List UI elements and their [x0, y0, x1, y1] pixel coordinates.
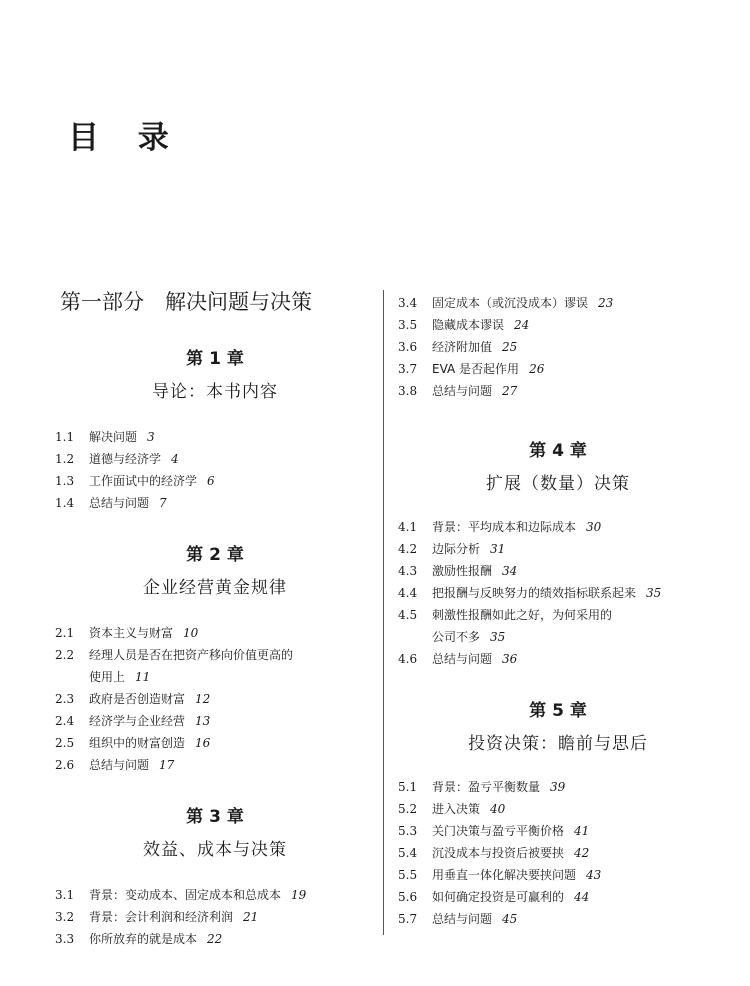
chapter-title: 企业经营黄金规律 — [143, 578, 287, 598]
page-number: 36 — [502, 652, 518, 666]
toc-left-column — [55, 280, 375, 950]
column-divider — [383, 290, 384, 935]
page-number: 44 — [574, 890, 590, 904]
section-title: 用垂直一体化解决要挟问题 43 — [432, 868, 602, 882]
page-number: 7 — [159, 496, 167, 510]
toc-entry[interactable] — [55, 906, 375, 928]
section-number: 3.8 — [398, 384, 418, 398]
chapter-2-heading — [55, 540, 375, 598]
section-number: 3.5 — [398, 318, 418, 332]
section-number: 5.5 — [398, 868, 418, 882]
chapter-3-entries-right — [398, 292, 718, 402]
part-title: 第一部分 解决问题与决策 — [60, 290, 312, 314]
section-number: 5.1 — [398, 780, 418, 794]
toc-entry[interactable] — [398, 314, 718, 336]
section-title: 把报酬与反映努力的绩效指标联系起来 35 — [432, 586, 662, 600]
toc-entry[interactable] — [55, 732, 375, 754]
chapter-4-entries — [398, 516, 718, 670]
page-title: 目 录 — [68, 120, 183, 156]
toc-entry[interactable] — [55, 426, 375, 448]
section-title: 关门决策与盈亏平衡价格 41 — [432, 824, 590, 838]
toc-entry[interactable] — [398, 798, 718, 820]
toc-entry[interactable] — [55, 928, 375, 950]
section-title: 总结与问题 36 — [432, 652, 518, 666]
toc-entry[interactable] — [398, 582, 718, 604]
page-number: 16 — [195, 736, 211, 750]
section-number: 2.1 — [55, 626, 75, 640]
toc-entry[interactable] — [55, 448, 375, 470]
section-number: 3.6 — [398, 340, 418, 354]
section-number: 3.3 — [55, 932, 75, 946]
section-title: 道德与经济学 4 — [89, 452, 179, 466]
chapter-3-heading — [55, 802, 375, 860]
section-number: 4.2 — [398, 542, 418, 556]
section-number: 2.3 — [55, 692, 75, 706]
section-number: 3.4 — [398, 296, 418, 310]
section-title: 政府是否创造财富 12 — [89, 692, 211, 706]
chapter-number: 第 1 章 — [186, 349, 244, 369]
section-number: 1.4 — [55, 496, 75, 510]
chapter-number: 第 4 章 — [529, 441, 587, 461]
toc-entry[interactable] — [398, 842, 718, 864]
section-title: 总结与问题 7 — [89, 496, 167, 510]
section-title: 组织中的财富创造 16 — [89, 736, 211, 750]
chapter-title: 扩展（数量）决策 — [486, 474, 630, 494]
section-number: 3.7 — [398, 362, 418, 376]
page-number: 40 — [490, 802, 506, 816]
section-title: 你所放弃的就是成本 22 — [89, 932, 223, 946]
page-number: 13 — [195, 714, 211, 728]
section-title: 总结与问题 17 — [89, 758, 175, 772]
chapter-number: 第 2 章 — [186, 545, 244, 565]
toc-entry[interactable] — [398, 538, 718, 560]
toc-entry[interactable] — [398, 886, 718, 908]
toc-entry[interactable] — [398, 560, 718, 582]
page-number: 10 — [183, 626, 199, 640]
page-number: 31 — [490, 542, 506, 556]
toc-entry[interactable] — [55, 754, 375, 776]
section-title: 资本主义与财富 10 — [89, 626, 199, 640]
section-title: 沉没成本与投资后被要挟 42 — [432, 846, 590, 860]
toc-entry[interactable] — [398, 604, 718, 648]
section-title: 如何确定投资是可赢利的 44 — [432, 890, 590, 904]
page-number: 19 — [291, 888, 307, 902]
page-number: 4 — [171, 452, 179, 466]
toc-entry[interactable] — [55, 688, 375, 710]
section-title: 进入决策 40 — [432, 802, 506, 816]
page-number: 17 — [159, 758, 175, 772]
toc-entry[interactable] — [398, 648, 718, 670]
page-number: 35 — [490, 630, 506, 644]
toc-entry[interactable] — [398, 820, 718, 842]
toc-entry[interactable] — [398, 516, 718, 538]
section-title: 隐藏成本谬误 24 — [432, 318, 530, 332]
chapter-5-entries — [398, 776, 718, 930]
toc-entry[interactable] — [398, 776, 718, 798]
section-title: 刺激性报酬如此之好，为何采用的 公司不多 35 — [432, 608, 613, 644]
section-title: EVA 是否起作用 26 — [432, 362, 545, 376]
chapter-1-heading — [55, 344, 375, 402]
section-number: 5.2 — [398, 802, 418, 816]
section-number: 4.4 — [398, 586, 418, 600]
section-title: 总结与问题 45 — [432, 912, 518, 926]
page-number: 12 — [195, 692, 211, 706]
section-number: 3.2 — [55, 910, 75, 924]
section-number: 2.5 — [55, 736, 75, 750]
section-number: 4.6 — [398, 652, 418, 666]
section-title: 总结与问题 27 — [432, 384, 518, 398]
page-number: 41 — [574, 824, 590, 838]
toc-entry[interactable] — [55, 470, 375, 492]
toc-entry[interactable] — [55, 492, 375, 514]
chapter-title: 导论：本书内容 — [152, 382, 278, 402]
section-title: 背景：盈亏平衡数量 39 — [432, 780, 566, 794]
page-number: 43 — [586, 868, 602, 882]
toc-entry[interactable] — [398, 908, 718, 930]
page-number: 23 — [598, 296, 614, 310]
section-title: 背景：平均成本和边际成本 30 — [432, 520, 602, 534]
page-number: 25 — [502, 340, 518, 354]
page-number: 30 — [586, 520, 602, 534]
page-number: 34 — [502, 564, 518, 578]
section-number: 2.6 — [55, 758, 75, 772]
section-number: 1.2 — [55, 452, 75, 466]
section-number: 4.1 — [398, 520, 418, 534]
section-number: 1.1 — [55, 430, 75, 444]
page-number: 24 — [514, 318, 530, 332]
toc-right-column — [398, 292, 718, 930]
chapter-number: 第 5 章 — [529, 701, 587, 721]
toc-entry[interactable] — [55, 710, 375, 732]
page-number: 42 — [574, 846, 590, 860]
chapter-title: 效益、成本与决策 — [143, 840, 287, 860]
page-number: 26 — [529, 362, 545, 376]
section-title: 经济学与企业经营 13 — [89, 714, 211, 728]
page-number: 45 — [502, 912, 518, 926]
section-title: 经理人员是否在把资产移向价值更高的 使用上 11 — [89, 648, 294, 684]
page-number: 39 — [550, 780, 566, 794]
section-number: 2.2 — [55, 648, 75, 662]
section-number: 5.3 — [398, 824, 418, 838]
page-number: 11 — [135, 670, 151, 684]
toc-entry[interactable] — [55, 884, 375, 906]
page-number: 3 — [147, 430, 155, 444]
chapter-2-entries — [55, 622, 375, 776]
section-number: 1.3 — [55, 474, 75, 488]
section-number: 5.4 — [398, 846, 418, 860]
section-title: 经济附加值 25 — [432, 340, 518, 354]
chapter-number: 第 3 章 — [186, 807, 244, 827]
toc-entry[interactable] — [55, 622, 375, 644]
section-title: 边际分析 31 — [432, 542, 506, 556]
chapter-4-heading — [398, 436, 718, 494]
page-number: 6 — [207, 474, 215, 488]
page-number: 21 — [243, 910, 259, 924]
section-number: 4.5 — [398, 608, 418, 622]
page-number: 22 — [207, 932, 223, 946]
toc-entry[interactable] — [398, 380, 718, 402]
section-title: 背景：会计利润和经济利润 21 — [89, 910, 259, 924]
chapter-title: 投资决策：瞻前与思后 — [468, 734, 648, 754]
page-number: 27 — [502, 384, 518, 398]
chapter-5-heading — [398, 696, 718, 754]
page-number: 35 — [646, 586, 662, 600]
section-title: 工作面试中的经济学 6 — [89, 474, 215, 488]
toc-entry[interactable] — [398, 292, 718, 314]
toc-entry[interactable] — [398, 358, 718, 380]
section-number: 2.4 — [55, 714, 75, 728]
chapter-1-entries — [55, 426, 375, 514]
section-title: 解决问题 3 — [89, 430, 155, 444]
section-number: 5.6 — [398, 890, 418, 904]
section-number: 5.7 — [398, 912, 418, 926]
section-title: 背景：变动成本、固定成本和总成本 19 — [89, 888, 307, 902]
section-title: 固定成本（或沉没成本）谬误 23 — [432, 296, 614, 310]
section-number: 3.1 — [55, 888, 75, 902]
toc-entry[interactable] — [398, 864, 718, 886]
toc-entry[interactable] — [55, 644, 375, 688]
chapter-3-entries-left — [55, 884, 375, 950]
toc-entry[interactable] — [398, 336, 718, 358]
section-title: 激励性报酬 34 — [432, 564, 518, 578]
section-number: 4.3 — [398, 564, 418, 578]
